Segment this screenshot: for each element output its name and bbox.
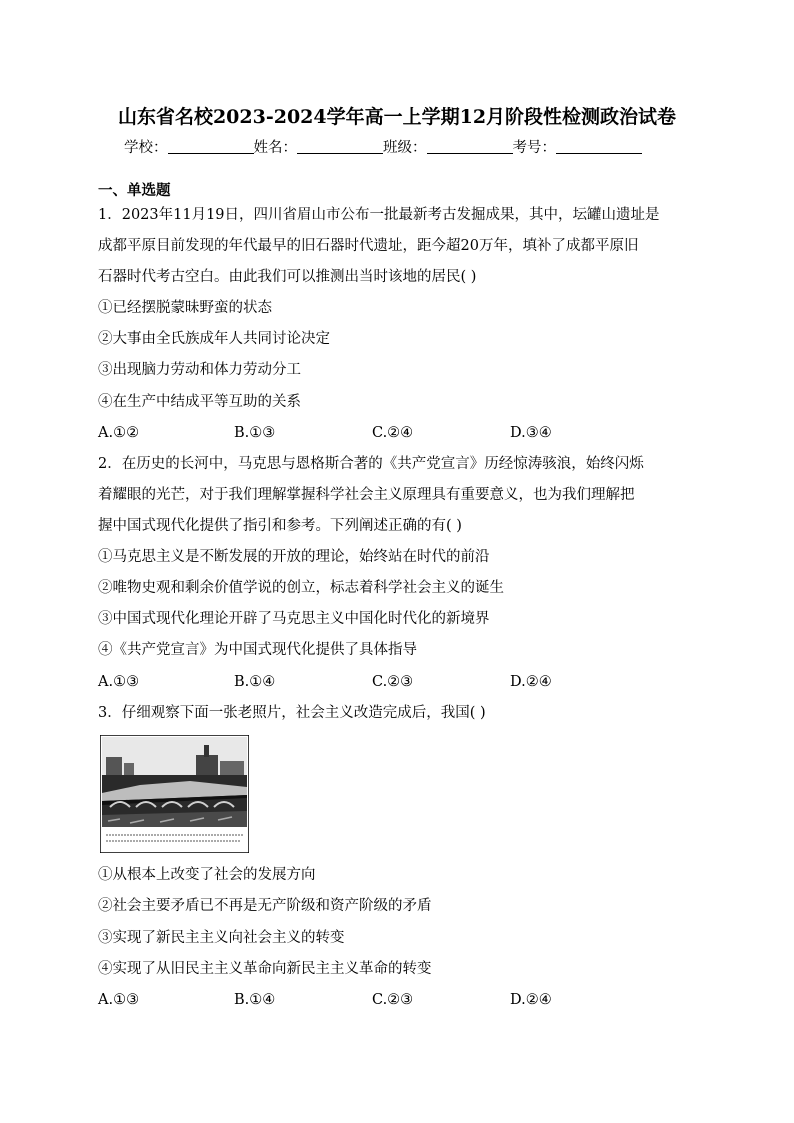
- name-blank[interactable]: [297, 139, 383, 154]
- option-b[interactable]: B.①④: [234, 674, 276, 690]
- option-b[interactable]: B.①③: [234, 425, 276, 441]
- q3-item: ③实现了新民主主义向社会主义的转变: [98, 930, 345, 946]
- q1-item: ④在生产中结成平等互助的关系: [98, 394, 301, 410]
- q1-stem-line: 石器时代考古空白。由此我们可以推测出当时该地的居民( ): [98, 269, 477, 285]
- q2-stem-line: 着耀眼的光芒，对于我们理解掌握科学社会主义原理具有重要意义，也为我们理解把: [98, 487, 635, 503]
- school-label: 学校：: [124, 140, 168, 156]
- option-d[interactable]: D.②④: [510, 992, 552, 1008]
- option-a[interactable]: A.①③: [98, 992, 140, 1008]
- q1-options: [98, 423, 698, 443]
- option-c[interactable]: C.②③: [372, 674, 414, 690]
- q2-item: ④《共产党宣言》为中国式现代化提供了具体指导: [98, 642, 417, 658]
- page-title: 山东省名校2023-2024学年高一上学期12月阶段性检测政治试卷: [117, 106, 677, 128]
- option-a[interactable]: A.①③: [98, 674, 140, 690]
- section-heading: 一、单选题: [98, 182, 171, 199]
- student-info-line: [124, 136, 642, 157]
- q1-item: ②大事由全氏族成年人共同讨论决定: [98, 331, 330, 347]
- option-b[interactable]: B.①④: [234, 992, 276, 1008]
- q2-item: ②唯物史观和剩余价值学说的创立，标志着科学社会主义的诞生: [98, 580, 504, 596]
- q2-stem-line: 2．在历史的长河中，马克思与恩格斯合著的《共产党宣言》历经惊涛骇浪，始终闪烁: [98, 456, 644, 472]
- school-blank[interactable]: [168, 139, 254, 154]
- q3-item: ④实现了从旧民主主义革命向新民主主义革命的转变: [98, 961, 432, 977]
- name-label: 姓名：: [253, 140, 297, 156]
- q1-stem-line: 成都平原目前发现的年代最早的旧石器时代遗址，距今超20万年，填补了成都平原旧: [98, 238, 639, 254]
- q2-stem-line: 握中国式现代化提供了指引和参考。下列阐述正确的有( ): [98, 518, 462, 534]
- q2-options: [98, 672, 698, 692]
- q1-item: ①已经摆脱蒙昧野蛮的状态: [98, 300, 272, 316]
- historical-photo: [100, 735, 249, 853]
- id-blank[interactable]: [556, 139, 642, 154]
- class-blank[interactable]: [427, 139, 513, 154]
- option-d[interactable]: D.③④: [510, 425, 552, 441]
- option-c[interactable]: C.②④: [372, 425, 414, 441]
- q3-stem-line: 3．仔细观察下面一张老照片，社会主义改造完成后，我国( ): [98, 705, 486, 721]
- q1-item: ③出现脑力劳动和体力劳动分工: [98, 362, 301, 378]
- q1-stem-line: 1．2023年11月19日，四川省眉山市公布一批最新考古发掘成果，其中，坛罐山遗址是: [98, 207, 660, 223]
- q2-item: ③中国式现代化理论开辟了马克思主义中国化时代化的新境界: [98, 611, 490, 627]
- q3-item: ①从根本上改变了社会的发展方向: [98, 867, 316, 883]
- class-label: 班级：: [383, 140, 427, 156]
- id-label: 考号：: [512, 140, 556, 156]
- option-c[interactable]: C.②③: [372, 992, 414, 1008]
- option-a[interactable]: A.①②: [98, 425, 140, 441]
- option-d[interactable]: D.②④: [510, 674, 552, 690]
- q3-item: ②社会主要矛盾已不再是无产阶级和资产阶级的矛盾: [98, 898, 432, 914]
- q3-options: [98, 990, 698, 1010]
- q2-item: ①马克思主义是不断发展的开放的理论，始终站在时代的前沿: [98, 549, 490, 565]
